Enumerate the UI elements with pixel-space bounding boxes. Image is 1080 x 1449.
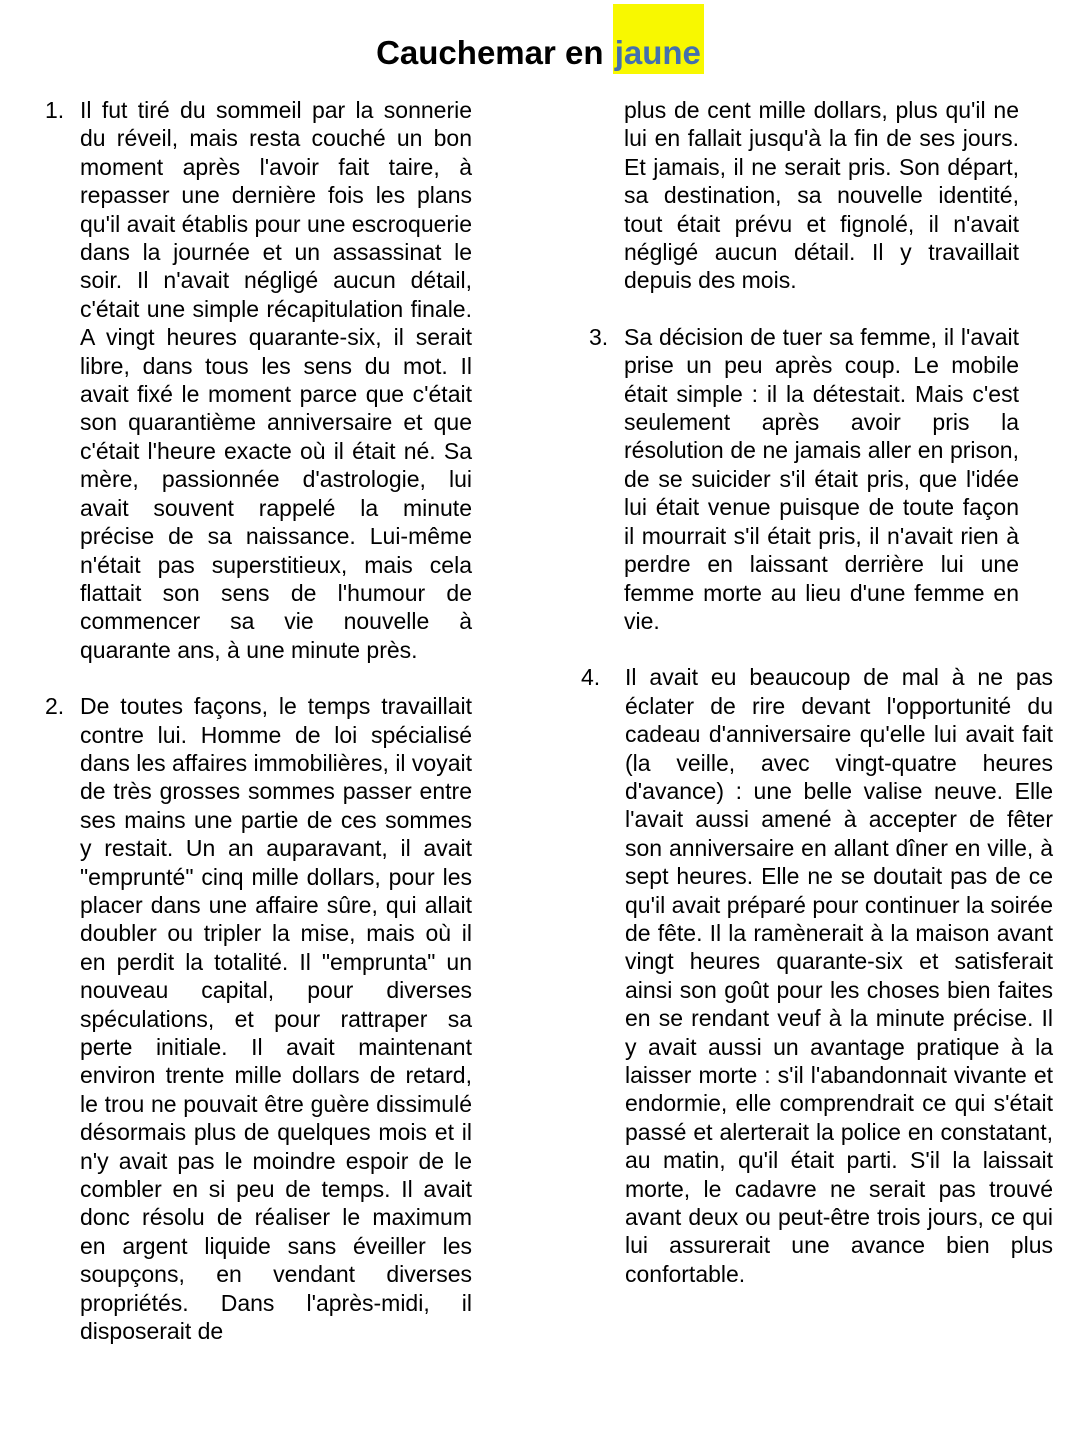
paragraph-1-number: 1. xyxy=(45,97,65,123)
title-prefix: Cauchemar en xyxy=(376,34,604,71)
paragraph-2 xyxy=(45,692,472,1345)
paragraph-3 xyxy=(589,323,1019,635)
left-column xyxy=(45,96,472,1373)
right-column xyxy=(581,96,1053,1373)
paragraph-2-text: De toutes façons, le temps travaillait contre lui. Homme de loi spécialisé dans les affaires immobilières, il voyait de très grosses sommes passer entre ses mains une partie de ces sommes y restait. Un an auparavant, il avait "emprunté" cinq mille dollars, pour les placer dans une affaire sûre, qui allait doubler ou tripler la mise, mais où il en perdit la totalité. Il "emprunta" un nouveau capital, pour diverses spéculations, et pour rattraper sa perte initiale. Il avait maintenant environ trente mille dollars de retard, le trou ne pouvait être guère dissimulé désormais plus de quelques mois et il n'y avait pas le moindre espoir de le combler en si peu de temps. Il avait donc résolu de réaliser le maximum en argent liquide sans éveiller les soupçons, en vendant diverses propriétés. Dans l'après-midi, il disposerait de xyxy=(80,693,473,1345)
paragraph-4-number: 4. xyxy=(581,664,601,691)
two-column-layout xyxy=(0,96,1080,1373)
page-title xyxy=(0,33,1080,72)
paragraph-2-number: 2. xyxy=(45,693,65,720)
title-highlighted-word: jaune xyxy=(613,4,704,74)
paragraph-3-number: 3. xyxy=(589,323,609,350)
paragraph-2-continuation xyxy=(589,96,1019,295)
paragraph-1 xyxy=(45,96,472,664)
paragraph-4-text: Il avait eu beaucoup de mal à ne pas éclater de rire devant l'opportunité du cadeau d'anniversaire qu'elle lui avait fait (la veille, avec vingt-quatre heures d'avance) : une belle valise neuve. Elle l'avait aussi amené à accepter de fêter son anniversaire en allant dîner en ville, à sept heures. Elle ne se doutait pas de ce qu'il avait préparé pour continuer la soirée de fête. Il la ramènerait à la maison avant vingt heures quarante-six et satisferait ainsi son goût pour les choses bien faites en se rendant veuf à la minute précise. Il y avait aussi un avantage pratique à la laisser morte : s'il l'abandonnait vivante et endormie, elle comprendrait ce qui s'était passé et alerterait la police en constatant, au matin, qu'il était parti. S'il la laissait morte, le cadavre ne serait pas trouvé avant deux ou peut-être trois jours, ce qui lui assurerait une avance bien plus confortable. xyxy=(625,664,1053,1287)
paragraph-3-text: Sa décision de tuer sa femme, il l'avait prise un peu après coup. Le mobile était simple : il la détestait. Mais c'est seulement après avoir pris la résolution de ne jamais aller en prison, de se suicider s'il était pris, que l'idée lui était venue puisque de toute façon il mourrait s'il était pris, il n'avait rien à perdre en laissant derrière lui une femme morte au lieu d'une femme en vie. xyxy=(624,323,1019,634)
paragraph-2-continuation-text: plus de cent mille dollars, plus qu'il ne lui en fallait jusqu'à la fin de ses jours. Et jamais, il ne serait pris. Son départ, sa destination, sa nouvelle identité, tout était prévu et fignolé, il n'avait négligé aucun détail. Il y travaillait depuis des mois. xyxy=(624,97,1019,294)
paragraph-1-text: Il fut tiré du sommeil par la sonnerie du réveil, mais resta couché un bon moment après l'avoir fait taire, à repasser une dernière fois les plans qu'il avait établis pour une escroquerie dans la journée et un assassinat le soir. Il n'avait négligé aucun détail, c'était une simple récapitulation finale. A vingt heures quarante-six, il serait libre, dans tous les sens du mot. Il avait fixé le moment parce que c'était son quarantième anniversaire et que c'était l'heure exacte où il était né. Sa mère, passionnée d'astrologie, lui avait souvent rappelé la minute précise de sa naissance. Lui-même n'était pas superstitieux, mais cela flattait son sens de l'humour de commencer sa vie nouvelle à quarante ans, à une minute près. xyxy=(80,97,472,663)
paragraph-4 xyxy=(581,663,1053,1288)
